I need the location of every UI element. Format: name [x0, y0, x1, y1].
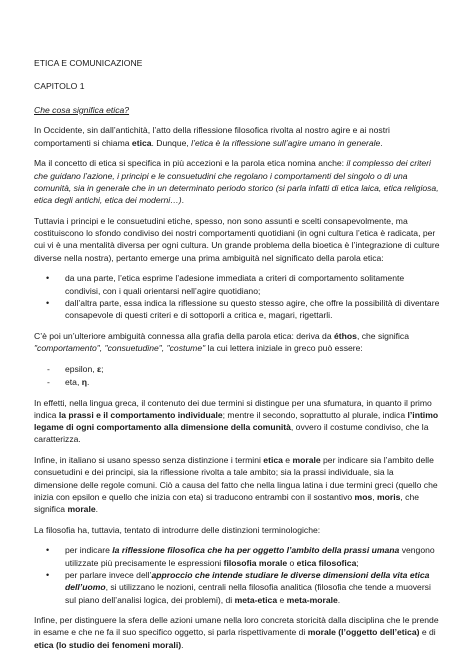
- bold-italic-phrase: [112, 545, 399, 555]
- text: per indicare: [65, 545, 113, 556]
- bullet-list-1: [34, 272, 440, 321]
- bold-italic-text: la riflessione filosofica che ha per oggetto l’ambito della prassi umana: [112, 545, 400, 556]
- document-title: ETICA E COMUNICAZIONE: [34, 58, 143, 68]
- bold-phrase: la prassi e il comportamento individuale: [58, 409, 223, 420]
- list-item: • dall’altra parte, essa indica la riflessione su questo stesso agire, che offre la possibilità di diventare consapevole di questi criteri e di sottoporli a critica e, magari, rigettarli.: [34, 297, 440, 322]
- greek-letter: ε: [97, 363, 102, 374]
- italic-definition: il complesso dei criteri che guidano l’azione, i principi e le consuetudini che regolano i comportamenti del singolo o di una comunità, sia in generale che in un determinato periodo storico (si parla infatti di etica laica, etica religiosa, etica degli antichi, etica dei moderni…): [34, 158, 439, 206]
- dash-list: [34, 363, 440, 389]
- bold-term: meta-morale: [286, 594, 338, 605]
- paragraph-6: [34, 454, 440, 515]
- paragraph-8: [34, 614, 440, 651]
- bold-term: mos: [354, 491, 373, 502]
- bold-term: etica: [263, 455, 283, 465]
- text: per indicare sia l’ambito delle consuetudini e dei principi, sia la riflessione rivolta a tale ambito; sia la prassi individuale, sia la dimensione delle regole comuni. Ciò a causa del fatto che nella lingua latina i due termini greci (quello che inizia con epsilon e quello che inizia con eta) si traducono entrambi con il sostantivo: [34, 455, 438, 502]
- text: Infine, in italiano si usano spesso senza distinzione i termini: [34, 455, 264, 465]
- bold-phrase: morale (l’oggetto dell’etica): [307, 627, 420, 638]
- text: e: [277, 594, 287, 605]
- text: ;: [356, 557, 359, 568]
- text: ; mentre il secondo, soprattutto al plurale, indica: [222, 409, 408, 420]
- section-subtitle: Che cosa significa etica?: [34, 104, 130, 115]
- text: .: [337, 594, 341, 605]
- bold-phrase: etica (lo studio dei fenomeni morali): [34, 639, 182, 650]
- text: e di: [419, 627, 436, 638]
- bold-term: meta-etica: [234, 594, 278, 605]
- text: , che significa: [34, 491, 420, 515]
- text: In effetti, nella lingua greca, il contenuto dei due termini si distingue per una sfumatura, in quanto il primo indica: [34, 397, 432, 420]
- list-item: [34, 569, 440, 606]
- bold-term: morale: [67, 504, 96, 515]
- bold-term: etica: [131, 137, 152, 148]
- italic-meaning: "comportamento", "consuetudine", "costume": [34, 343, 206, 354]
- text: C’è poi un’ulteriore ambiguità connessa alla grafia della parola etica: deriva da: [34, 330, 335, 341]
- text: Ma il concetto di etica si specifica in più accezioni e la parola etica nomina anche:: [34, 158, 347, 169]
- text: epsilon,: [65, 363, 98, 374]
- greek-letter: η: [81, 376, 87, 387]
- text: .: [181, 195, 184, 206]
- text: e: [282, 455, 293, 465]
- bold-term: moris: [377, 491, 401, 502]
- text: .: [95, 504, 99, 515]
- paragraph-5: [34, 397, 440, 446]
- chapter-label: CAPITOLO 1: [34, 81, 85, 92]
- text: Infine, per distinguere la sfera delle azioni umane nella loro concreta storicità dalla disciplina che le prende in esame e che ne fa il suo specifico oggetto, si parla rispettivamente di: [34, 615, 439, 638]
- list-item: [34, 544, 440, 569]
- list-item: [34, 363, 440, 375]
- bold-term: morale: [292, 455, 321, 465]
- text: o: [287, 557, 297, 568]
- text: , si utilizzano le nozioni, centrali nella filosofia analitica (filosofia che tende a muoversi sul piano dell’analisi logica, dei problemi), di: [65, 582, 431, 605]
- text: , che significa: [356, 330, 410, 341]
- text: ,: [372, 491, 377, 502]
- text: .: [181, 639, 184, 650]
- list-item: [34, 376, 440, 388]
- bold-term: etica filosofica: [296, 557, 357, 568]
- bold-italic-text: approccio che intende studiare le diverse dimensioni della vita etica dell’uomo: [65, 569, 430, 593]
- paragraph-2: [34, 157, 440, 206]
- text: vengono utilizzate più precisamente le espressioni: [65, 545, 435, 568]
- paragraph-3: Tuttavia i principi e le consuetudini etiche, spesso, non sono assunti e scelti consapevolmente, ma costituiscono lo sfondo condiviso dei nostri comportamenti quotidiani (in ogni cultura l’etica è radicata, per cui vi è una mentalità diversa per ogni cultura. Un grande problema della bioetica è l’integrazione di culture diverse nella nostra), pertanto emerge una prima ambiguità nel significato della parola etica:: [34, 215, 440, 263]
- paragraph-1: [34, 124, 440, 149]
- italic-definition: l’etica è la riflessione sull’agire umano in generale: [191, 137, 381, 148]
- text: eta,: [65, 376, 82, 387]
- text: per parlare invece dell’: [65, 569, 152, 580]
- list-item: • da una parte, l’etica esprime l’adesione immediata a criteri di comportamento solitamente condivisi, con i quali orientarsi nell’agire quotidiano;: [34, 272, 440, 297]
- paragraph-7: La filosofia ha, tuttavia, tentato di introdurre delle distinzioni terminologiche:: [34, 524, 321, 535]
- bold-phrase: l’intimo legame di ogni comportamento alla dimensione della comunità: [34, 409, 439, 433]
- text: . Dunque,: [151, 137, 192, 148]
- bold-term: filosofia morale: [223, 557, 288, 568]
- text: la cui lettera iniziale in greco può essere:: [205, 343, 363, 354]
- text: , ovvero il costume condiviso, che la caratterizza.: [34, 422, 429, 445]
- bold-term: éthos: [334, 330, 357, 341]
- text: .: [380, 137, 383, 148]
- text: .: [86, 376, 90, 387]
- text: In Occidente, sin dall’antichità, l’atto della riflessione filosofica rivolta al nostro agire e ai nostri comportamenti si chiama: [34, 125, 390, 148]
- text: ;: [101, 363, 104, 374]
- bullet-list-2: [34, 544, 440, 605]
- paragraph-4: [34, 330, 440, 355]
